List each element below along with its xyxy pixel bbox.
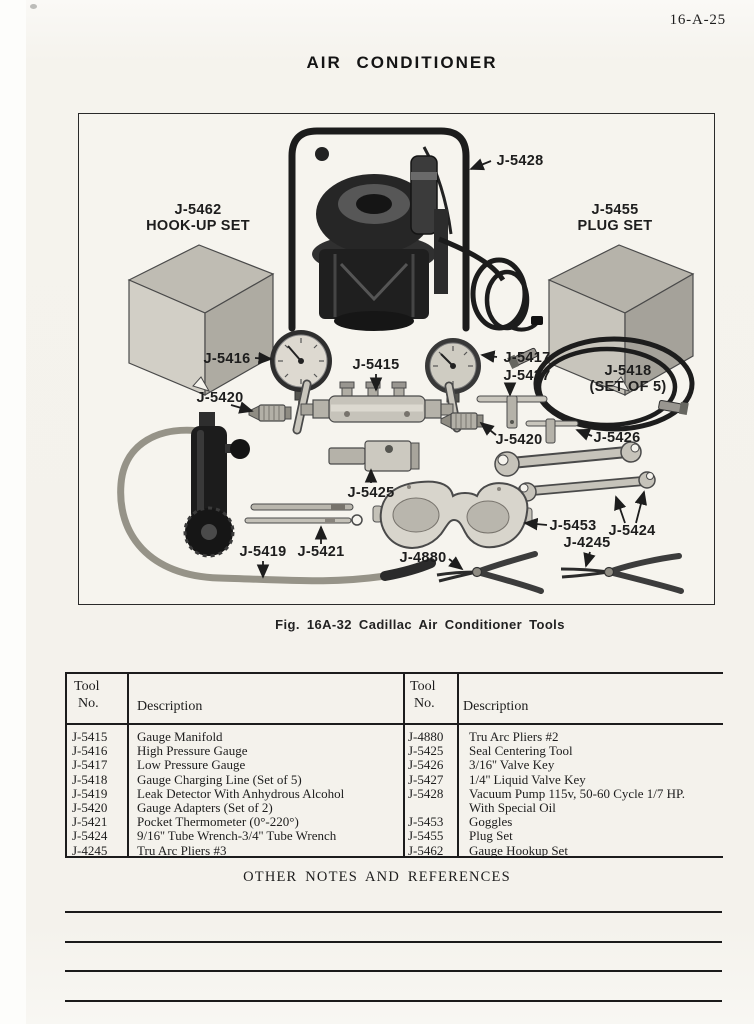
tool-number: J-5421 xyxy=(72,814,108,830)
label-hookup-set: HOOK-UP SET xyxy=(146,218,250,234)
label-j5426: J-5426 xyxy=(593,430,641,446)
tool-description: Gauge Adapters (Set of 2) xyxy=(137,799,273,815)
scan-artifact xyxy=(30,4,37,9)
header-tool-no: Tool xyxy=(74,679,100,694)
tool-description: Tru Arc Pliers #3 xyxy=(137,842,227,858)
label-j5420-right: J-5420 xyxy=(495,432,543,448)
tool-description: Seal Centering Tool xyxy=(469,743,573,759)
table-row xyxy=(403,800,723,814)
tool-description: 3/16'' Valve Key xyxy=(469,757,555,773)
tool-number: J-5462 xyxy=(408,842,444,858)
table-row xyxy=(403,757,723,771)
table-row xyxy=(403,843,723,857)
table-row xyxy=(65,814,401,828)
table-row xyxy=(65,828,401,842)
gauge-adapter-right-illustration xyxy=(441,413,483,429)
label-j4880: J-4880 xyxy=(399,550,447,566)
page-title: AIR CONDITIONER xyxy=(306,53,498,72)
goggles-illustration xyxy=(373,482,532,548)
tool-number: J-5453 xyxy=(408,814,444,830)
tool-number: J-5420 xyxy=(72,799,108,815)
seal-centering-tool-illustration xyxy=(329,441,419,471)
gauge-adapter-left-illustration xyxy=(249,405,291,421)
label-j5419: J-5419 xyxy=(239,544,287,560)
tool-description: Gauge Charging Line (Set of 5) xyxy=(137,771,302,787)
tru-arc-pliers-3-illustration xyxy=(561,556,681,591)
tool-number: J-5428 xyxy=(408,785,444,801)
tru-arc-pliers-2-illustration xyxy=(437,554,541,591)
header-description: Description xyxy=(137,699,203,714)
tool-description: Pocket Thermometer (0°-220°) xyxy=(137,814,299,830)
table-row xyxy=(65,743,401,757)
tool-description: Low Pressure Gauge xyxy=(137,757,246,773)
blank-note-line xyxy=(65,911,722,913)
page-number: 16-A-25 xyxy=(669,12,726,28)
tool-number xyxy=(403,800,463,814)
tool-number: J-5427 xyxy=(408,771,444,787)
tool-number: J-5425 xyxy=(408,743,444,759)
blank-note-line xyxy=(65,970,722,972)
tool-description: With Special Oil xyxy=(469,799,556,815)
blank-note-line xyxy=(65,1000,722,1002)
tool-description: 1/4'' Liquid Valve Key xyxy=(469,771,586,787)
label-j5421: J-5421 xyxy=(297,544,345,560)
table-row xyxy=(403,743,723,757)
label-j5418: J-5418 xyxy=(604,363,652,379)
tool-description: Leak Detector With Anhydrous Alcohol xyxy=(137,785,345,801)
table-right-column xyxy=(403,729,723,857)
figure-caption: Fig. 16A-32 Cadillac Air Conditioner Tools xyxy=(275,617,565,632)
table-row xyxy=(65,729,401,743)
header-tool-no: No. xyxy=(414,696,435,711)
label-j4245: J-4245 xyxy=(563,535,611,551)
tool-number: J-5419 xyxy=(72,785,108,801)
label-j5427: J-5427 xyxy=(503,368,551,384)
tool-number: J-5424 xyxy=(72,828,108,844)
hookup-set-box-illustration xyxy=(129,245,273,395)
tool-description: Gauge Hookup Set xyxy=(469,842,568,858)
label-j5453: J-5453 xyxy=(549,518,597,534)
label-j5415: J-5415 xyxy=(352,357,400,373)
header-tool-no: No. xyxy=(78,696,99,711)
table-top-border xyxy=(65,672,723,674)
tool-number: J-4880 xyxy=(408,729,444,744)
tool-number: J-5418 xyxy=(72,771,108,787)
table-row xyxy=(403,772,723,786)
table-row xyxy=(403,814,723,828)
tool-number: J-5416 xyxy=(72,743,108,759)
table-row xyxy=(403,729,723,743)
tool-number: J-5426 xyxy=(408,757,444,773)
tool-number: J-5455 xyxy=(408,828,444,844)
tool-description: Vacuum Pump 115v, 50-60 Cycle 1/7 HP. xyxy=(469,785,686,801)
label-j5455: J-5455 xyxy=(591,202,639,218)
tool-description: High Pressure Gauge xyxy=(137,743,248,759)
label-j5420-left: J-5420 xyxy=(196,390,244,406)
tools-figure xyxy=(78,113,715,605)
header-description: Description xyxy=(463,699,529,714)
pocket-thermometer-illustration xyxy=(245,504,362,525)
tool-description: 9/16'' Tube Wrench-3/4'' Tube Wrench xyxy=(137,828,337,844)
label-j5416: J-5416 xyxy=(203,351,251,367)
header-tool-no: Tool xyxy=(410,679,436,694)
table-row xyxy=(65,800,401,814)
label-plug-set: PLUG SET xyxy=(577,218,653,234)
label-j5418-set: (SET OF 5) xyxy=(589,379,667,395)
tool-description: Tru Arc Pliers #2 xyxy=(469,729,559,744)
other-notes-heading: OTHER NOTES AND REFERENCES xyxy=(243,869,511,885)
tool-number: J-4245 xyxy=(72,842,108,858)
tools-illustration xyxy=(79,114,713,603)
tool-table xyxy=(65,672,723,857)
tool-description: Gauge Manifold xyxy=(137,729,223,744)
table-row xyxy=(65,772,401,786)
label-j5428: J-5428 xyxy=(496,153,544,169)
table-row xyxy=(65,843,401,857)
table-row xyxy=(65,757,401,771)
tool-number: J-5415 xyxy=(72,729,108,744)
table-row xyxy=(403,828,723,842)
table-header-rule xyxy=(65,723,723,725)
table-row xyxy=(403,786,723,800)
label-j5417: J-5417 xyxy=(503,350,551,366)
tool-description: Plug Set xyxy=(469,828,513,844)
blank-note-line xyxy=(65,941,722,943)
tool-number: J-5417 xyxy=(72,757,108,773)
label-j5425: J-5425 xyxy=(347,485,395,501)
table-left-column xyxy=(65,729,401,857)
label-j5462: J-5462 xyxy=(174,202,222,218)
label-j5424: J-5424 xyxy=(608,523,656,539)
tool-description: Goggles xyxy=(469,814,513,830)
table-row xyxy=(65,786,401,800)
gauge-manifold-illustration xyxy=(297,382,457,430)
